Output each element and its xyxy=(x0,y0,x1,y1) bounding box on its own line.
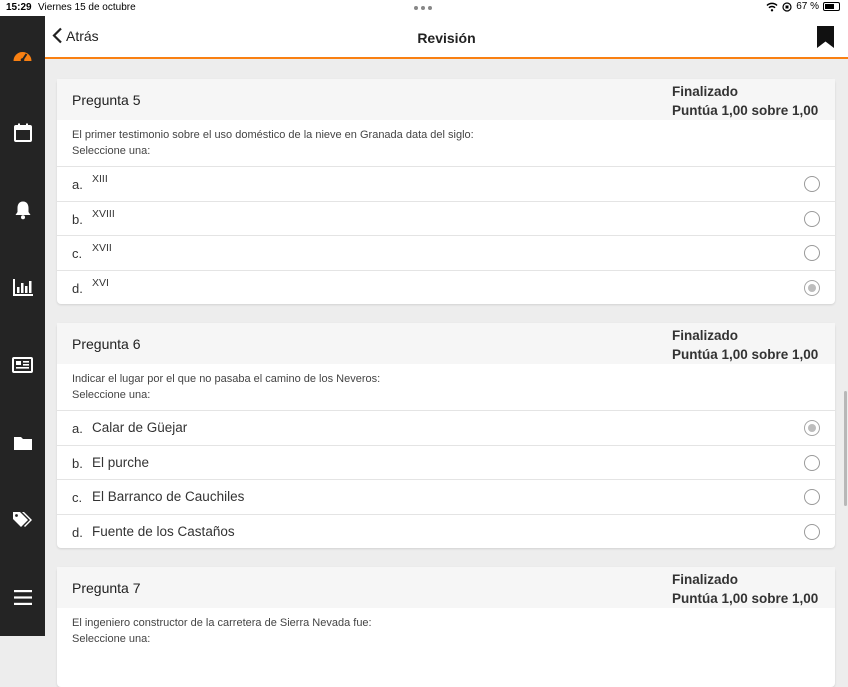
page-title: Revisión xyxy=(417,30,476,46)
answer-option[interactable] xyxy=(57,514,835,549)
answer-option[interactable] xyxy=(57,166,835,201)
question-grade: Puntúa 1,00 sobre 1,00 xyxy=(672,103,819,118)
option-letter: a. xyxy=(72,177,83,192)
answer-option[interactable] xyxy=(57,235,835,270)
question-status xyxy=(672,570,818,608)
sidebar xyxy=(0,16,45,636)
question-grade: Puntúa 1,00 sobre 1,00 xyxy=(672,347,819,362)
option-text: XVII xyxy=(92,242,112,254)
question-header xyxy=(57,79,835,120)
answer-option[interactable] xyxy=(57,479,835,514)
question-state: Finalizado xyxy=(672,572,739,587)
menu-icon[interactable] xyxy=(12,587,33,608)
question-status xyxy=(672,326,818,364)
question-text xyxy=(57,364,835,410)
scrollbar[interactable] xyxy=(844,391,847,506)
question-header xyxy=(57,323,835,364)
question-prompt: Seleccione una: xyxy=(72,389,151,401)
bell-icon[interactable] xyxy=(12,199,33,220)
grades-chart-icon[interactable] xyxy=(12,277,33,298)
review-content[interactable] xyxy=(45,61,848,645)
question-header xyxy=(57,567,835,608)
back-button-label: Atrás xyxy=(66,27,99,44)
option-text: El purche xyxy=(92,454,150,470)
multitasking-dots-icon[interactable] xyxy=(414,6,432,10)
answer-option[interactable] xyxy=(57,201,835,236)
bookmark-icon[interactable] xyxy=(817,26,834,53)
battery-percent: 67 % xyxy=(796,1,819,12)
option-text: XIII xyxy=(92,173,108,185)
question-title: Pregunta 5 xyxy=(72,92,141,108)
question-title: Pregunta 7 xyxy=(72,580,141,596)
question-prompt: Seleccione una: xyxy=(72,633,151,645)
radio-button[interactable] xyxy=(804,176,820,192)
calendar-icon[interactable] xyxy=(12,122,33,143)
tags-icon[interactable] xyxy=(12,509,33,530)
option-letter: c. xyxy=(72,246,83,261)
radio-button[interactable] xyxy=(804,211,820,227)
chevron-left-icon xyxy=(52,27,63,44)
option-text: XVI xyxy=(92,276,109,289)
radio-button-selected[interactable] xyxy=(804,280,820,296)
question-grade: Puntúa 1,00 sobre 1,00 xyxy=(672,591,819,606)
question-prompt: Seleccione una: xyxy=(72,145,151,157)
question-card-6 xyxy=(57,323,835,548)
question-statement: Indicar el lugar por el que no pasaba el camino de los Neveros: xyxy=(72,373,381,385)
option-text: El Barranco de Cauchiles xyxy=(92,489,245,504)
question-card-7 xyxy=(57,567,835,687)
radio-button[interactable] xyxy=(804,245,820,261)
option-letter: b. xyxy=(72,211,83,227)
question-state: Finalizado xyxy=(672,84,739,99)
battery-icon xyxy=(823,2,840,11)
top-navbar xyxy=(45,16,848,59)
option-letter: c. xyxy=(72,490,83,505)
radio-button[interactable] xyxy=(804,489,820,505)
status-indicators xyxy=(766,1,840,12)
question-card-5 xyxy=(57,79,835,304)
news-icon[interactable] xyxy=(12,354,33,375)
orientation-lock-icon xyxy=(782,2,792,12)
folder-icon[interactable] xyxy=(12,432,33,453)
dashboard-icon[interactable] xyxy=(12,44,33,65)
question-statement: El ingeniero constructor de la carretera de Sierra Nevada fue: xyxy=(72,617,372,629)
radio-button-selected[interactable] xyxy=(804,420,820,436)
question-status xyxy=(672,82,818,120)
back-button[interactable] xyxy=(52,27,99,44)
wifi-icon xyxy=(766,2,778,12)
question-title: Pregunta 6 xyxy=(72,336,141,352)
radio-button[interactable] xyxy=(804,455,820,471)
option-text: Calar de Güejar xyxy=(92,420,188,435)
answer-option[interactable] xyxy=(57,445,835,480)
question-statement: El primer testimonio sobre el uso doméstico de la nieve en Granada data del siglo: xyxy=(72,129,474,141)
radio-button[interactable] xyxy=(804,524,820,540)
status-date: Viernes 15 de octubre xyxy=(38,2,136,13)
option-letter: d. xyxy=(72,280,83,296)
question-text xyxy=(57,120,835,166)
question-text xyxy=(57,608,835,654)
answer-option[interactable] xyxy=(57,410,835,445)
answer-option[interactable] xyxy=(57,270,835,305)
option-letter: a. xyxy=(72,421,83,436)
option-letter: b. xyxy=(72,455,83,471)
status-bar xyxy=(0,0,848,16)
question-state: Finalizado xyxy=(672,328,739,343)
option-text: Fuente de los Castaños xyxy=(92,523,235,539)
option-letter: d. xyxy=(72,524,83,540)
option-text: XVIII xyxy=(92,207,115,220)
status-time: 15:29 xyxy=(6,2,32,13)
